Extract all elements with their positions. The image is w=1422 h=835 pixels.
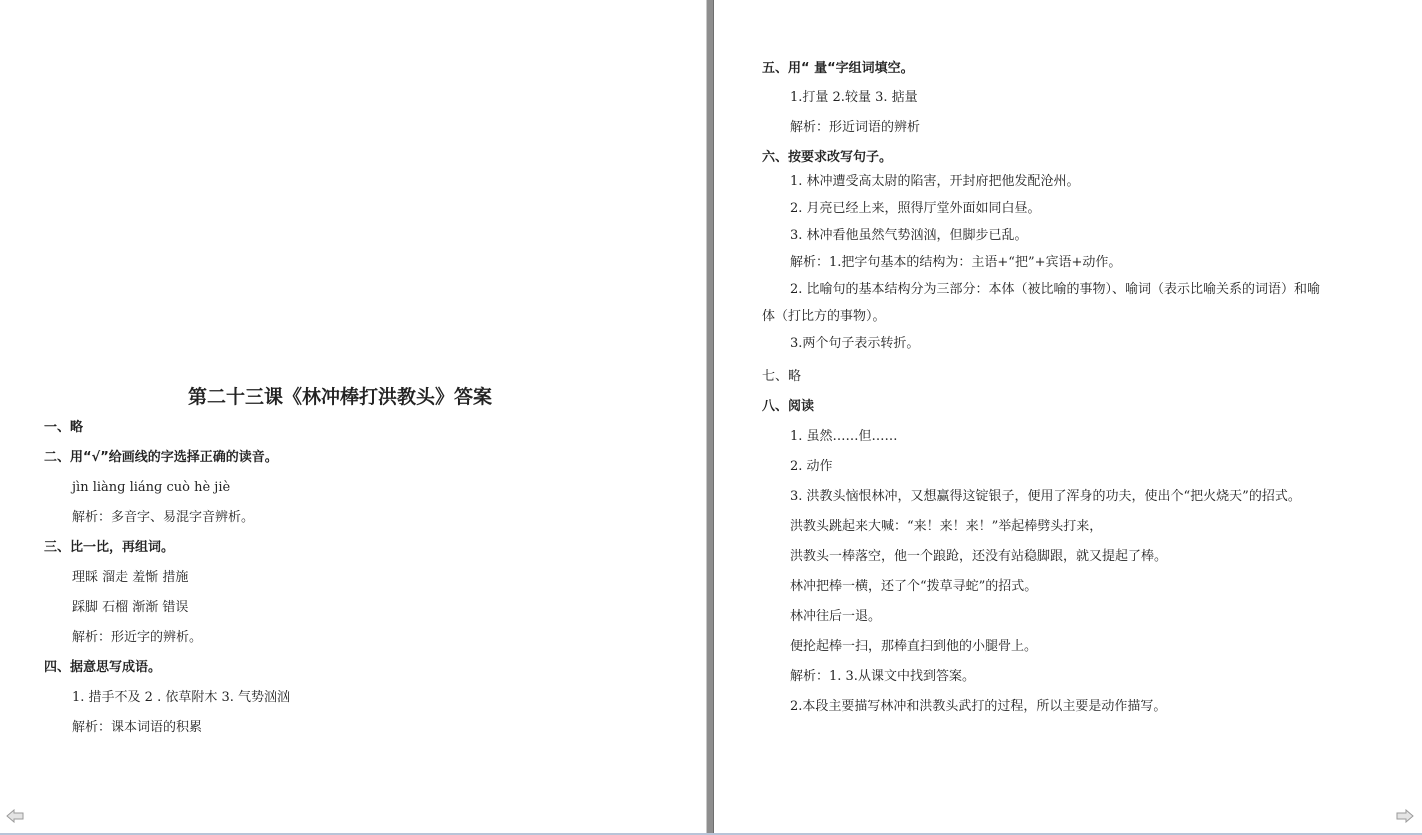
section-2-analysis: 解析：多音字、易混字音辨析。 (72, 510, 255, 525)
section-6-heading: 六、按要求改写句子。 (762, 150, 893, 165)
section-4-analysis: 解析：课本词语的积累 (72, 720, 203, 735)
section-8-heading: 八、阅读 (762, 399, 815, 414)
reading-line-8: 便抡起棒一扫，那棒直扫到他的小腿骨上。 (790, 639, 1038, 654)
reading-answer-3: 3. 洪教头恼恨林冲，又想赢得这锭银子，便用了浑身的功夫，使出个“把火烧天”的招式。 (790, 489, 1301, 504)
idiom-answers: 1. 措手不及 2 . 依草附木 3. 气势汹汹 (72, 690, 291, 705)
pinyin-answers: jìn liànɡ liánɡ cuò hè jiè (72, 480, 231, 495)
section-5-analysis: 解析：形近词语的辨析 (790, 120, 921, 135)
section-7-heading: 七、略 (762, 369, 802, 384)
reading-line-5: 洪教头一棒落空，他一个踉跄，还没有站稳脚跟，就又提起了棒。 (790, 549, 1168, 564)
fill-answers: 1.打量 2.较量 3. 掂量 (790, 90, 918, 105)
prev-page-arrow-icon[interactable] (6, 809, 24, 823)
reading-answer-2: 2. 动作 (790, 459, 833, 474)
section-3-analysis: 解析：形近字的辨析。 (72, 630, 203, 645)
section-8-analysis-1: 解析：1. 3.从课文中找到答案。 (790, 669, 975, 684)
document-title: 第二十三课《林冲棒打洪教头》答案 (187, 386, 492, 408)
rewrite-answer-3: 3. 林冲看他虽然气势汹汹，但脚步已乱。 (790, 228, 1028, 243)
left-page (0, 0, 706, 835)
section-6-analysis-2-cont: 体（打比方的事物）。 (762, 309, 886, 324)
right-page (712, 0, 1422, 835)
reading-line-6: 林冲把棒一横，还了个“拨草寻蛇”的招式。 (790, 579, 1038, 594)
section-6-analysis-3: 3.两个句子表示转折。 (790, 336, 920, 351)
rewrite-answer-1: 1. 林冲遭受高太尉的陷害，开封府把他发配沧州。 (790, 174, 1080, 189)
reading-line-4: 洪教头跳起来大喊：“来！来！来！”举起棒劈头打来， (790, 519, 1103, 534)
section-2-heading: 二、用“√”给画线的字选择正确的读音。 (44, 450, 278, 465)
section-6-analysis-2: 2. 比喻句的基本结构分为三部分：本体（被比喻的事物）、喻词（表示比喻关系的词语）和喻 (790, 282, 1321, 297)
reading-line-7: 林冲往后一退。 (790, 609, 882, 624)
section-4-heading: 四、据意思写成语。 (44, 660, 162, 675)
rewrite-answer-2: 2. 月亮已经上来，照得厅堂外面如同白昼。 (790, 201, 1041, 216)
section-8-analysis-2: 2.本段主要描写林冲和洪教头武打的过程，所以主要是动作描写。 (790, 699, 1167, 714)
reading-answer-1: 1. 虽然……但…… (790, 429, 898, 444)
next-page-arrow-icon[interactable] (1396, 809, 1414, 823)
word-answers-row-2: 踩脚 石榴 渐渐 错误 (72, 600, 189, 615)
section-1-heading: 一、略 (44, 420, 84, 435)
section-5-heading: 五、用“ 量“字组词填空。 (762, 61, 914, 76)
word-answers-row-1: 理睬 溜走 羞惭 措施 (72, 570, 189, 585)
section-3-heading: 三、比一比，再组词。 (44, 540, 175, 555)
section-6-analysis-1: 解析：1.把字句基本的结构为：主语+“把”+宾语+动作。 (790, 255, 1122, 270)
